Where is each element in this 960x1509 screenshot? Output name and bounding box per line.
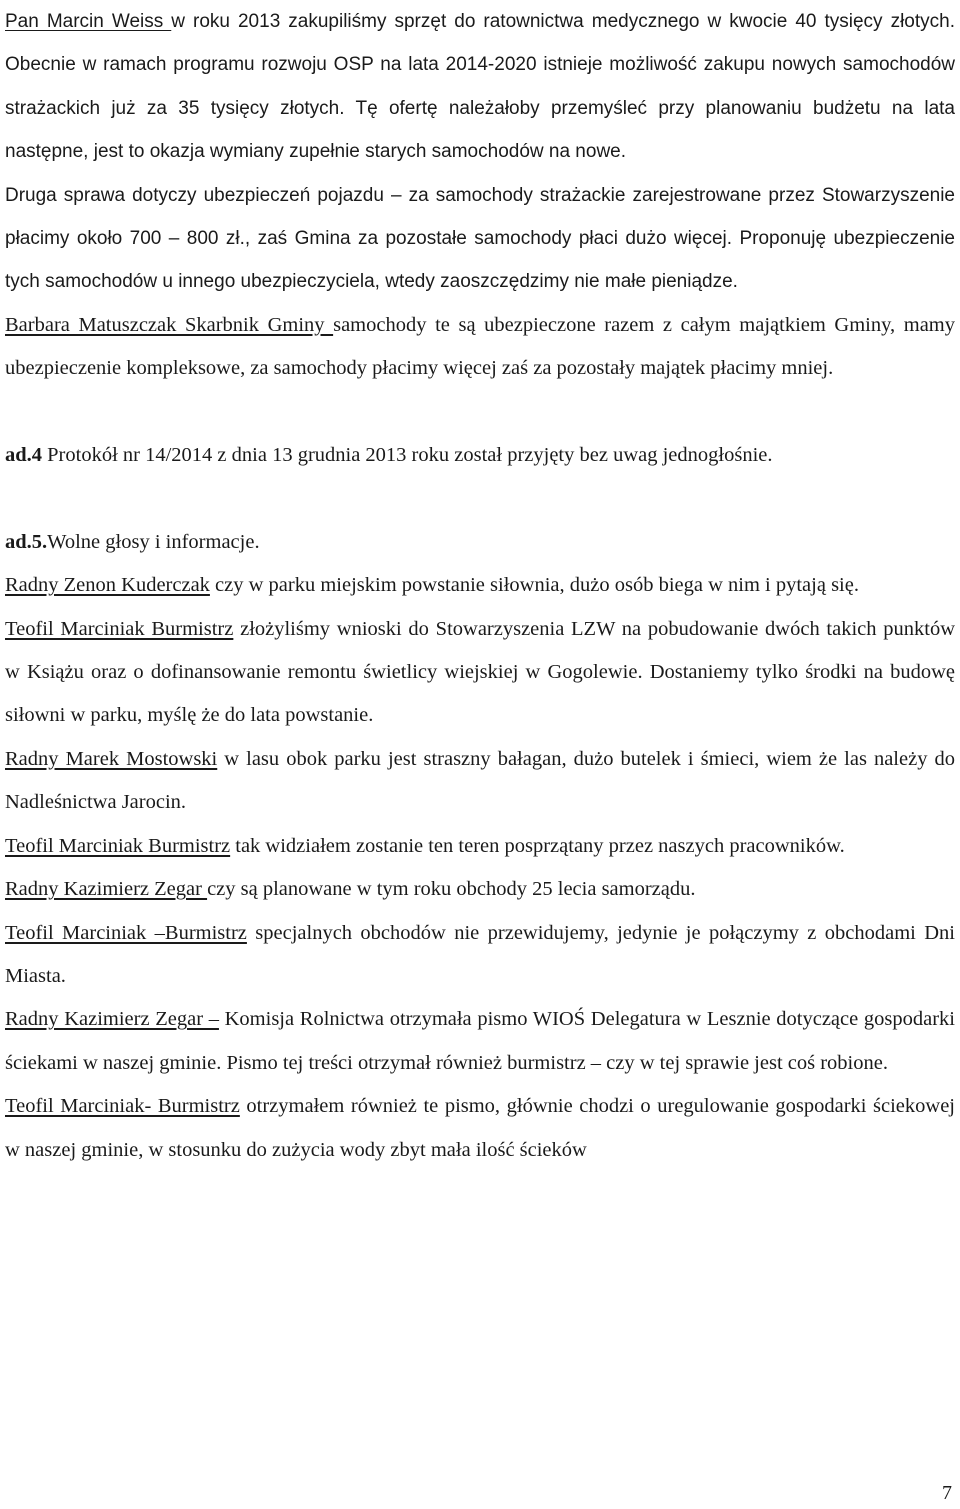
agenda-item-4 xyxy=(5,434,955,477)
speaker-name: Radny Kazimierz Zegar xyxy=(5,878,208,901)
agenda-text: Protokół nr 14/2014 z dnia 13 grudnia 2013 roku został przyjęty bez uwag jednogłośnie. xyxy=(42,444,773,467)
paragraph-matuszczak xyxy=(5,304,955,391)
paragraph-text: w roku 2013 zakupiliśmy sprzęt do ratownictwa medycznego w kwocie 40 tysięcy złotych. Obecnie w ramach programu rozwoju OSP na lata 2014-2020 istnieje możliwość zakupu nowych samochodów strażackich już za 35 tysięcy złotych. Tę ofertę należałoby przemyśleć przy planowaniu budżetu na lata następne, jest to okazja wymiany zupełnie starych samochodów na nowe. xyxy=(5,11,955,163)
paragraph-mostowski xyxy=(5,738,955,825)
paragraph-kuderczak xyxy=(5,564,955,607)
page-number: 7 xyxy=(942,1482,952,1504)
speaker-name: Teofil Marciniak- Burmistrz xyxy=(5,1095,240,1118)
speaker-name: Radny Marek Mostowski xyxy=(5,747,218,770)
agenda-item-5 xyxy=(5,521,955,564)
agenda-label: ad.5. xyxy=(5,530,48,553)
paragraph-text: złożyliśmy wnioski do Stowarzyszenia LZW na pobudowanie dwóch takich punktów w Książu oraz o dofinansowanie remontu świetlicy wiejskiej w Gogolewie. Dostaniemy tylko środki na budowę siłowni w parku, myślę że do lata powstanie. xyxy=(5,617,956,727)
paragraph-text: specjalnych obchodów nie przewidujemy, jedynie je połączymy z obchodami Dni Miasta. xyxy=(5,921,956,987)
agenda-label: ad.4 xyxy=(5,444,43,467)
paragraph-text: czy w parku miejskim powstanie siłownia, dużo osób biega w nim i pytają się. xyxy=(209,574,859,597)
speaker-name: Pan Marcin Weiss xyxy=(5,11,172,32)
speaker-name: Radny Kazimierz Zegar – xyxy=(5,1008,219,1031)
document-body xyxy=(5,0,955,1172)
paragraph-zegar-2 xyxy=(5,998,955,1085)
paragraph-text: tak widziałem zostanie ten teren posprzątany przez naszych pracowników. xyxy=(230,834,845,857)
paragraph-text: samochody te są ubezpieczone razem z całym majątkiem Gminy, mamy ubezpieczenie kompleksowe, za samochody płacimy więcej zaś za pozostały majątek płacimy mniej. xyxy=(5,313,955,380)
spacer xyxy=(5,477,955,520)
paragraph-text: czy są planowane w tym roku obchody 25 lecia samorządu. xyxy=(207,878,696,901)
speaker-name: Barbara Matuszczak Skarbnik Gminy xyxy=(5,313,334,336)
paragraph-marciniak-4 xyxy=(5,1085,955,1172)
speaker-name: Teofil Marciniak Burmistrz xyxy=(5,617,234,640)
paragraph-text: w lasu obok parku jest straszny bałagan, dużo butelek i śmieci, wiem że las należy do Nadleśnictwa Jarocin. xyxy=(5,747,955,814)
paragraph-text: Druga sprawa dotyczy ubezpieczeń pojazdu – za samochody strażackie zarejestrowane przez Stowarzyszenie płacimy około 700 – 800 zł., zaś Gmina za pozostałe samochody płaci dużo więcej. Proponuję ubezpieczenie tych samochodów u innego ubezpieczyciela, wtedy zaoszczędzimy nie małe pieniądze. xyxy=(5,184,955,293)
paragraph-text: Komisja Rolnictwa otrzymała pismo WIOŚ Delegatura w Lesznie dotyczące gospodarki ściekami w naszej gminie. Pismo tej treści otrzymał również burmistrz – czy w tej sprawie jest coś robione. xyxy=(5,1008,955,1074)
paragraph-insurance xyxy=(5,174,955,304)
paragraph-text: otrzymałem również te pismo, głównie chodzi o uregulowanie gospodarki ściekowej w naszej gminie, w stosunku do zużycia wody zbyt mała ilość ścieków xyxy=(5,1095,955,1161)
agenda-text: Wolne głosy i informacje. xyxy=(47,530,260,553)
speaker-name: Teofil Marciniak Burmistrz xyxy=(5,834,231,857)
paragraph-marciniak-1 xyxy=(5,608,955,738)
paragraph-zegar-1 xyxy=(5,868,955,911)
speaker-name: Radny Zenon Kuderczak xyxy=(5,574,210,597)
paragraph-marciniak-3 xyxy=(5,912,955,999)
paragraph-weiss xyxy=(5,0,955,174)
spacer xyxy=(5,391,955,434)
speaker-name: Teofil Marciniak –Burmistrz xyxy=(5,921,247,944)
paragraph-marciniak-2 xyxy=(5,825,955,868)
